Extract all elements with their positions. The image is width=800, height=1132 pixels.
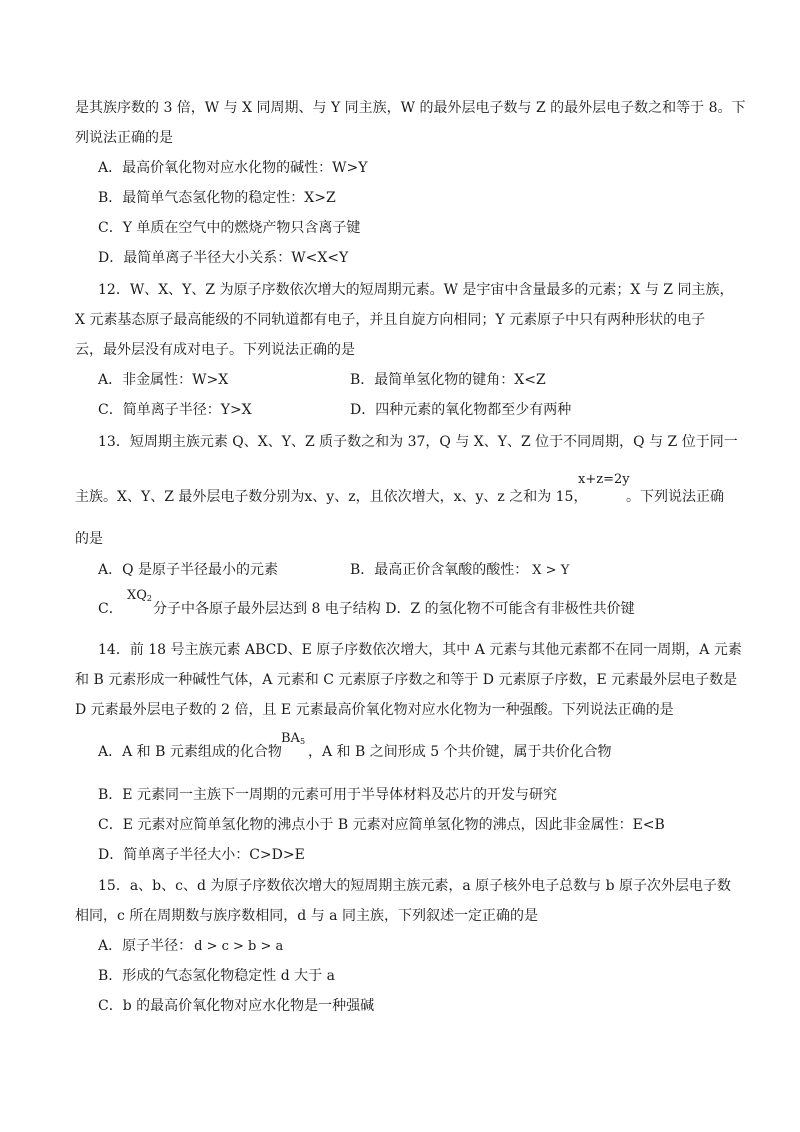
- q15-option-a: [98, 936, 283, 957]
- q13-option-c-formula-main: XQ: [127, 588, 147, 603]
- q11-option-b: B．最简单气态氢化物的稳定性：X>Z: [98, 190, 336, 206]
- q11-stem-line-2: 列说法正确的是: [75, 130, 173, 146]
- q13-option-c-text: 分子中各原子最外层达到 8 电子结构 D．Z 的氢化物不可能含有非极性共价键: [153, 601, 635, 617]
- q11-option-c: C．Y 单质在空气中的燃烧产物只含离子键: [98, 220, 361, 236]
- q12-option-c: C．简单离子半径：Y>X: [98, 402, 252, 418]
- q13-option-b: [350, 560, 569, 581]
- q15-option-a-formula: d > c > b > a: [194, 939, 284, 954]
- q14-option-c: C．E 元素对应简单氢化物的沸点小于 B 元素对应简单氢化物的沸点，因此非金属性：E<B: [98, 817, 665, 833]
- q11-stem-line-1: 是其族序数的 3 倍，W 与 X 同周期、与 Y 同主族，W 的最外层电子数与 Z 的最外层电子数之和等于 8。下: [75, 100, 746, 116]
- q14-option-b: B．E 元素同一主族下一周期的元素可用于半导体材料及芯片的开发与研究: [98, 787, 557, 803]
- q14-option-a-text: ，A 和 B 之间形成 5 个共价键，属于共价化合物: [308, 744, 612, 760]
- q13-stem-line-1: 13．短周期主族元素 Q、X、Y、Z 质子数之和为 37，Q 与 X、Y、Z 位于不同周期，Q 与 Z 位于同一: [98, 434, 738, 450]
- q13-option-a: A．Q 是原子半径最小的元素: [98, 562, 279, 578]
- q15-option-a-label: A．原子半径：: [98, 938, 193, 954]
- q12-stem-line-2: X 元素基态原子最高能级的不同轨道都有电子，并且自旋方向相同；Y 元素原子中只有两种形状的电子: [75, 312, 706, 328]
- q11-option-d: D．最简单离子半径大小关系：W<X<Y: [98, 250, 349, 266]
- q14-stem-line-3: D 元素最外层电子数的 2 倍，且 E 元素最高价氧化物对应水化物为一种强酸。下列说法正确的是: [75, 702, 674, 718]
- q13-option-c-prefix: C．: [98, 601, 123, 617]
- q15-option-c: C．b 的最高价氧化物对应水化物是一种强碱: [98, 998, 375, 1014]
- q12-option-d: D．四种元素的氧化物都至少有两种: [350, 402, 572, 418]
- q14-stem-line-1: 14．前 18 号主族元素 ABCD、E 原子序数依次增大，其中 A 元素与其他元素都不在同一周期，A 元素: [98, 642, 742, 658]
- q14-option-a-prefix: A．A 和 B 元素组成的化合物: [98, 744, 282, 760]
- q13-option-b-label: B．最高正价含氧酸的酸性：: [350, 562, 529, 578]
- q12-stem-line-3: 云，最外层没有成对电子。下列说法正确的是: [75, 342, 355, 358]
- q14-option-d: D．简单离子半径大小：C>D>E: [98, 847, 305, 863]
- q13-formula: x+z=2y: [578, 472, 630, 487]
- q15-option-b: B．形成的气态氢化物稳定性 d 大于 a: [98, 968, 335, 984]
- q14-stem-line-2: 和 B 元素形成一种碱性气体，A 元素和 C 元素原子序数之和等于 D 元素原子序数，E 元素最外层电子数是: [75, 672, 738, 688]
- q12-stem-line-1: 12．W、X、Y、Z 为原子序数依次增大的短周期元素。W 是宇宙中含量最多的元素；X 与 Z 同主族，: [98, 282, 734, 298]
- q13-stem-line-3: 的是: [75, 531, 103, 547]
- q13-stem-line-2: 主族。X、Y、Z 最外层电子数分别为x、y、z，且依次增大，x、y、z 之和为 15，: [75, 489, 588, 505]
- q13-option-c-formula: [127, 588, 152, 603]
- q14-option-a-formula-sub: 5: [299, 737, 306, 746]
- q15-stem-line-2: 相同，c 所在周期数与族序数相同，d 与 a 同主族，下列叙述一定正确的是: [75, 908, 538, 924]
- q13-stem-line-2-end: 。下列说法正确: [626, 489, 724, 505]
- q15-stem-line-1: 15．a、b、c、d 为原子序数依次增大的短周期主族元素，a 原子核外电子总数与 b 原子次外层电子数: [98, 878, 732, 894]
- q12-option-a: A．非金属性：W>X: [98, 372, 229, 388]
- q14-option-a-formula-main: BA: [281, 731, 300, 746]
- q12-option-b: B．最简单氢化物的键角：X<Z: [350, 372, 546, 388]
- q13-option-b-formula: X > Y: [532, 563, 570, 578]
- q14-option-a-formula: [281, 731, 305, 746]
- q11-option-a: A．最高价氧化物对应水化物的碱性：W>Y: [98, 160, 368, 176]
- q13-option-c-formula-sub: 2: [146, 594, 153, 603]
